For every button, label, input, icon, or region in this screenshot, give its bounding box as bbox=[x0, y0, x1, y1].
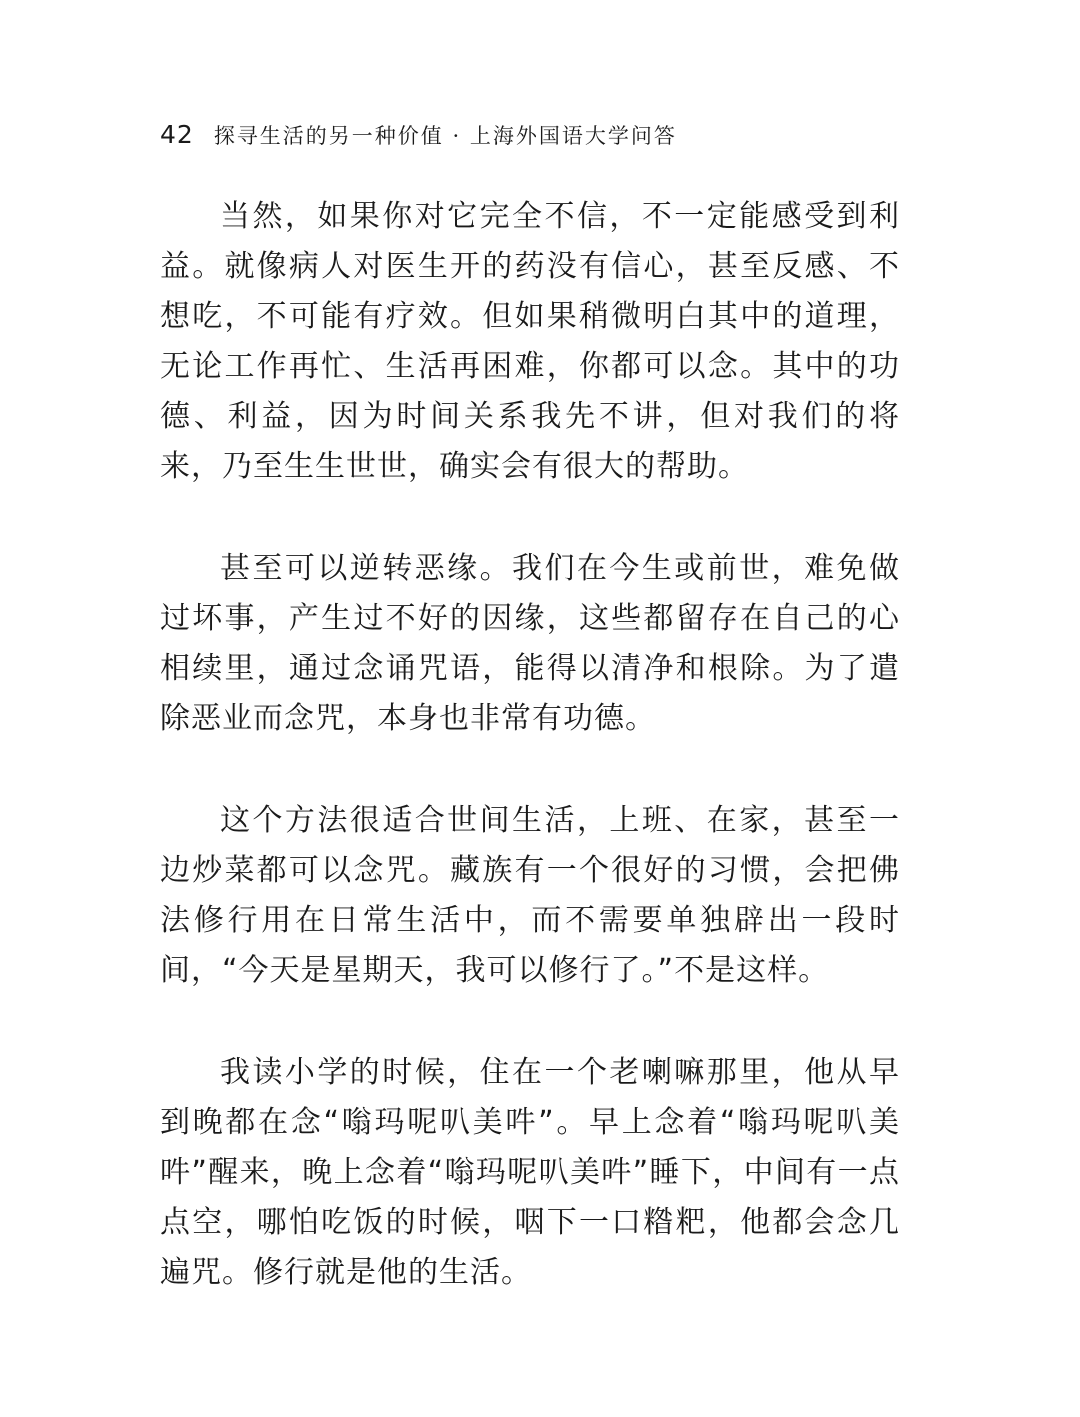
paragraph-3: 这个方法很适合世间生活，上班、在家，甚至一边炒菜都可以念咒。藏族有一个很好的习惯，会把佛法修行用在日常生活中，而不需要单独辟出一段时间，“今天是星期天，我可以修行了。”不是这样。 bbox=[160, 803, 900, 988]
paragraph-1: 当然，如果你对它完全不信，不一定能感受到利益。就像病人对医生开的药没有信心，甚至反感、不想吃，不可能有疗效。但如果稍微明白其中的道理，无论工作再忙、生活再困难，你都可以念。其中的功德、利益，因为时间关系我先不讲，但对我们的将来，乃至生生世世，确实会有很大的帮助。 bbox=[160, 199, 900, 484]
running-header bbox=[160, 120, 677, 160]
paragraph-2: 甚至可以逆转恶缘。我们在今生或前世，难免做过坏事，产生过不好的因缘，这些都留存在自己的心相续里，通过念诵咒语，能得以清净和根除。为了遣除恶业而念咒，本身也非常有功德。 bbox=[160, 551, 900, 736]
paragraph-4: 我读小学的时候，住在一个老喇嘛那里，他从早到晚都在念“嗡玛呢叭美吽”。早上念着“嗡玛呢叭美吽”醒来，晚上念着“嗡玛呢叭美吽”睡下，中间有一点点空，哪怕吃饭的时候，咽下一口糌粑，他都会念几遍咒。修行就是他的生活。 bbox=[160, 1055, 900, 1290]
page-number: 42 bbox=[160, 120, 194, 149]
header-title: 探寻生活的另一种价值 · 上海外国语大学问答 bbox=[213, 124, 677, 148]
body-text bbox=[160, 192, 900, 1350]
